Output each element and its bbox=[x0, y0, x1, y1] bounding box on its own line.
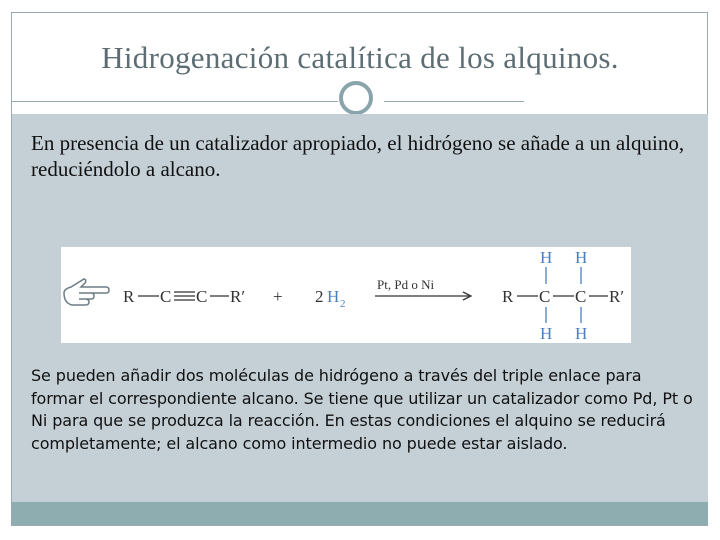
title-divider-left bbox=[12, 101, 338, 102]
reaction-equation bbox=[61, 247, 631, 343]
title-divider-right bbox=[384, 101, 524, 102]
h2-coefficient: 2 bbox=[315, 287, 324, 306]
product-c2: C bbox=[575, 287, 587, 306]
h-bottom-left: H bbox=[540, 324, 553, 343]
product-r-prime: R′ bbox=[609, 287, 625, 306]
h-top-right: H bbox=[575, 248, 588, 267]
intro-text: En presencia de un catalizador apropiado, el hidrógeno se añade a un alquino, reduciéndolo a alcano. bbox=[31, 131, 685, 181]
ring-icon bbox=[339, 81, 373, 115]
reactant-r-prime: R′ bbox=[230, 287, 246, 306]
product-r: R bbox=[502, 287, 514, 306]
h2-subscript: 2 bbox=[340, 298, 346, 310]
plus-sign: + bbox=[273, 287, 283, 306]
slide-title: Hidrogenación catalítica de los alquinos. bbox=[101, 40, 619, 75]
pointing-hand-icon bbox=[64, 279, 109, 305]
reactant-c1: C bbox=[160, 287, 172, 306]
footer-bar bbox=[12, 502, 708, 525]
catalyst-label: Pt, Pd o Ni bbox=[377, 277, 435, 292]
h-top-left: H bbox=[540, 248, 553, 267]
h-bottom-right: H bbox=[575, 324, 588, 343]
body-paragraph: Se pueden añadir dos moléculas de hidrógeno a través del triple enlace para formar el correspondiente alcano. Se tiene que utilizar un catalizador como Pd, Pt o Ni para que se produzca la reacción. En estas condiciones el alquino se reducirá completamente; el alcano como intermedio no puede estar aislado. bbox=[31, 366, 693, 453]
h2-symbol: H bbox=[327, 287, 340, 306]
reactant-r: R bbox=[123, 287, 135, 306]
product-c1: C bbox=[539, 287, 551, 306]
reactant-c2: C bbox=[196, 287, 208, 306]
